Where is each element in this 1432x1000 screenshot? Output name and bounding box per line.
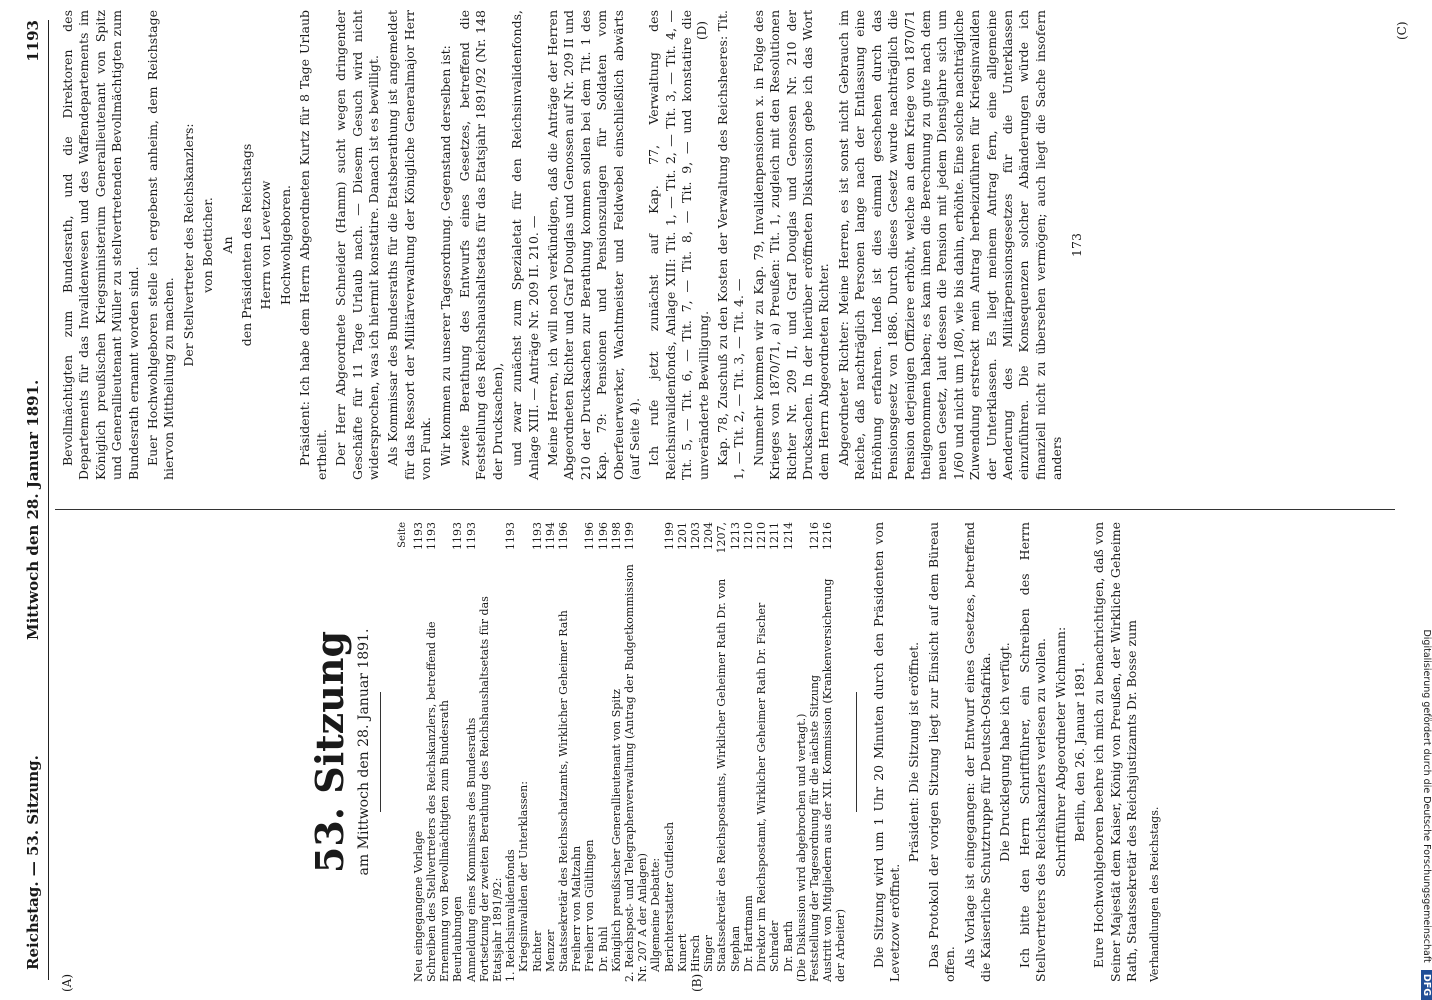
toc-entry-page: 1204 <box>702 522 716 550</box>
right-body-paragraph: Meine Herren, ich will noch verkündigen, daß die Anträge der Herren Abgeordneten Richter und Graf Douglas und Genossen auf Nr. 209 II und 210 der Drucksachen zur Berathung kommen sollen bei dem Tit. 1 des Kap. 79: Pensionen und Pensionszulagen für Soldaten vom Oberfeuerwerker, Wachtmeister und Feldwebel einschließlich abwärts (auf Seite 4). <box>544 10 642 480</box>
right-body-paragraph: Der Stellvertreter des Reichskanzlers: <box>180 123 196 367</box>
toc-entry-text: Berichterstatter Gutfleisch <box>662 821 676 972</box>
toc-entry-text: Fortsetzung der zweiten Berathung des Reichshaushaltsetats für das Etatsjahr 1891/92: <box>477 596 505 982</box>
toc-entry-text: 2. Reichspost- und Telegraphenverwaltung (Antrag der Budgetkommission Nr. 207 A der Anlagen) <box>623 564 650 982</box>
footer-strip <box>1418 0 1432 1000</box>
toc-entry-text: Staatssekretär des Reichsschatzamts, Wirklicher Geheimer Rath Freiherr von Maltzahn <box>557 610 584 972</box>
toc-row <box>702 522 715 982</box>
toc-entry-text: Neu eingegangene Vorlage <box>411 830 425 982</box>
toc-entry-text: Schrader <box>768 920 782 972</box>
toc-row <box>649 522 662 982</box>
left-body-paragraph: Die Drucklegung habe ich verfügt. <box>997 642 1013 862</box>
right-body-paragraph: Euer Hochwohlgeboren stelle ich ergebenst anheim, dem Reichstage hiervon Mittheilung zu machen. <box>145 10 177 480</box>
toc-entry-text: Direktor im Reichspostamt, Wirklicher Geheimer Rath Dr. Fischer <box>755 602 769 972</box>
toc-row <box>742 522 755 982</box>
title-rule <box>380 692 381 812</box>
toc-entry-page: 1201 <box>675 522 689 550</box>
toc-row <box>795 522 808 982</box>
toc-entry-page <box>478 522 504 556</box>
margin-label-a: (A) <box>60 973 74 992</box>
toc-entry-page: 1211 <box>768 522 782 550</box>
toc-entry-text: Staatssekretär des Reichspostamts, Wirklicher Geheimer Rath Dr. von Stephan <box>715 578 742 972</box>
toc-entry-page: 1199 <box>662 522 676 550</box>
toc-entry-text: Freiherr von Gültlingen <box>583 839 597 972</box>
right-body-text <box>60 10 1066 480</box>
toc-row <box>412 522 425 982</box>
signature-number: 173 <box>1068 233 1084 257</box>
header-left: Reichstag. — 53. Sitzung. <box>24 755 42 970</box>
header-page-number: 1193 <box>24 20 42 62</box>
toc-entry-text: Kunert <box>675 933 689 972</box>
toc-entry-page: 1214 <box>781 522 795 550</box>
toc-entry-text: Beurlaubungen <box>451 896 465 982</box>
right-body-paragraph: Präsident: Ich habe dem Herrn Abgeordneten Kurtz für 8 Tage Urlaub ertheilt. <box>297 10 329 480</box>
toc-row <box>610 522 623 982</box>
left-body-paragraph: Die Sitzung wird um 1 Uhr 20 Minuten durch den Präsidenten von Levetzow eröffnet. <box>870 522 902 982</box>
right-body-paragraph: Abgeordneter Richter: Meine Herren, es ist sonst nicht Gebrauch im Reiche, daß nachträglich Personen lange nach der Entlassung eine Erhöhung erfahren. Indeß ist dies einmal geschehen durch das Pensionsgesetz von 1886. Durch dieses Gesetz wurde nachträglich die Pension derjenigen Offiziere erhöht, welche an dem Kriege von 1870/71 theilgenommen haben; es kam ihnen die Berechnung zu gute nach dem neuen Gesetz, laut dessen die Pension mit jedem Dienstjahre sich um 1/60 und nicht um 1/80, wie bis dahin, erhöhte. Eine solche nachträgliche Zuwendung erstreckt mein Antrag herbeizuführen für Kriegsinvaliden der Unterklassen. Es liegt meinem Antrag fern, eine allgemeine Aenderung des Militärpensionsgesetzes für die Unterklassen einzuführen. Die Konsequenzen solcher Abänderungen würde ich finanziell nicht zu übersehen vermögen; auch liegt die Sache insofern anders <box>835 10 1065 480</box>
toc-row <box>517 522 530 982</box>
toc-row <box>663 522 676 982</box>
session-title: 53. Sitzung <box>307 630 352 874</box>
toc-entry-page: 1196 <box>583 522 597 550</box>
toc-entry-text: Schreiben des Stellvertreters des Reichskanzlers, betreffend die Ernennung von Bevollmächtigten zum Bundesrath <box>425 621 452 982</box>
toc-row <box>425 522 451 982</box>
toc-entry-page: 1193 <box>411 522 425 550</box>
margin-label-d: (D) <box>695 21 709 40</box>
toc-row <box>544 522 557 982</box>
toc-entry-page: 1203 <box>689 522 703 550</box>
toc-entry-text: Kriegsinvaliden der Unterklassen: <box>517 781 531 972</box>
toc-row <box>782 522 795 982</box>
toc-entry-text: 1. Reichsinvalidenfonds <box>504 849 518 982</box>
toc-entry-text: Königlich preußischer Generallieutenant von Spitz <box>609 688 623 972</box>
toc-entry-page: 1210 <box>741 522 755 550</box>
right-body-paragraph: Bevollmächtigten zum Bundesrath, und die Direktoren des Departements für das Invalidenwesen und des Waffendepartements im Königlich preußischen Kriegsministerium Generallieutenant von Spitz und Generallieutenant Müller zu stellvertretenden Bevollmächtigten zum Bundesrath ernannt worden sind. <box>60 10 141 480</box>
toc-entry-text: Dr. Hartmann <box>741 895 755 972</box>
toc-entry-text: Hirsch <box>689 934 703 972</box>
toc-entry-page: 1196 <box>557 522 571 550</box>
right-body-paragraph: zweite Berathung des Entwurfs eines Gesetzes, betreffend die Feststellung des Reichshaushaltsetats für das Etatsjahr 1891/92 (Nr. 148 der Drucksachen), <box>456 10 505 480</box>
header-rule <box>48 20 49 980</box>
right-body-paragraph: Als Kommissar des Bundesraths für die Etatsberathung ist angemeldet für das Ressort der Militärverwaltung der Königliche Generalmajor Herr von Funk. <box>385 10 434 480</box>
right-body-paragraph: Kap. 78, Zuschuß zu den Kosten der Verwaltung des Reichsheeres: Tit. 1, — Tit. 2, — Tit. 3, — Tit. 4. — <box>715 10 747 480</box>
left-body-paragraph: Ich bitte den Herrn Schriftführer, ein Schreiben des Herrn Stellvertreters des Reichskanzlers verlesen zu wollen. <box>1016 522 1049 982</box>
left-body-paragraph: Schriftführer Abgeordneter Wichmann: <box>1052 626 1068 878</box>
toc-row <box>623 522 649 982</box>
toc-entry-page: 1193 <box>530 522 544 550</box>
left-footer: Verhandlungen des Reichstags. <box>1147 806 1161 982</box>
right-column <box>60 10 1085 480</box>
toc-row <box>821 522 847 982</box>
left-body-text <box>871 522 1141 982</box>
toc-entry-page: 1216 <box>807 522 821 550</box>
toc-entry-text: Feststellung der Tagesordnung für die nächste Sitzung <box>807 674 821 982</box>
left-body-paragraph: Präsident: Die Sitzung ist eröffnet. <box>906 641 922 863</box>
toc-entry-text: Austritt von Mitgliedern aus der XII. Kommission (Krankenversicherung der Arbeiter) <box>821 578 848 982</box>
left-body-paragraph: Berlin, den 26. Januar 1891. <box>1071 662 1087 842</box>
toc-row <box>689 522 702 982</box>
toc-entry-text: Menzer <box>543 929 557 972</box>
dfg-credit: Digitalisierung gefördert durch die Deutsche Forschungsgemeinschaft <box>1421 629 1432 963</box>
toc-entry-page <box>649 522 662 556</box>
left-column <box>58 522 1166 982</box>
toc-entry-page: 1198 <box>609 522 623 550</box>
toc-entry-page: 1194 <box>543 522 557 550</box>
right-body-paragraph: Ich rufe jetzt zunächst auf Kap. 77, Verwaltung des Reichsinvalidenfonds, Anlage XIII: Tit. 1, — Tit. 2, — Tit. 3, — Tit. 4, — Tit. 5, — Tit. 6, — Tit. 7, — Tit. 8, — Tit. 9, — und konstatire die unveränderte Bewilligung. <box>646 10 711 480</box>
toc-entry-text: Dr. Buhl <box>596 926 610 972</box>
toc-entry-page: 1216 <box>821 522 835 550</box>
toc-entry-page <box>795 522 808 556</box>
toc-row <box>715 522 741 982</box>
toc-row <box>478 522 504 982</box>
toc-row <box>808 522 821 982</box>
toc-row <box>768 522 781 982</box>
toc-row <box>557 522 583 982</box>
left-body-paragraph: Das Protokoll der vorigen Sitzung liegt zur Einsicht auf dem Büreau offen. <box>925 522 958 982</box>
column-divider <box>55 509 1395 510</box>
toc-row <box>583 522 596 982</box>
right-body-paragraph: Hochwohlgeboren. <box>277 184 293 306</box>
toc-row <box>531 522 544 982</box>
toc-entry-page: 1193 <box>425 522 439 550</box>
right-body-paragraph: Der Herr Abgeordnete Schneider (Hamm) sucht wegen dringender Geschäfte für 11 Tage Urlaub nach. — Diesem Gesuch wird nicht widersprochen, was ich hiermit konstatire. Danach ist es bewilligt. <box>333 10 381 480</box>
left-body-paragraph: Eure Hochwohlgeboren beehre ich mich zu benachrichtigen, daß von Seiner Majestät dem Kaiser, König von Preußen, der Wirkliche Geheime Rath, Staatssekretär des Reichsjustizamts Dr. Bosse zum <box>1091 522 1140 982</box>
toc-rule <box>856 692 857 812</box>
toc-entry-text: Dr. Barth <box>781 920 795 972</box>
right-body-paragraph: Herrn von Levetzow <box>258 180 274 310</box>
toc-row <box>597 522 610 982</box>
toc-entry-page: 1193 <box>504 522 518 550</box>
toc-row <box>676 522 689 982</box>
toc-entry-text: Richter <box>530 930 544 972</box>
margin-label-c: (C) <box>1395 21 1409 40</box>
right-body-paragraph: und zwar zunächst zum Spezialetat für den Reichsinvalidenfonds, Anlage XIII. — Anträge Nr. 209 II. 210. — <box>509 10 541 480</box>
toc-entry-page: 1199 <box>623 522 637 550</box>
toc-row <box>451 522 464 982</box>
toc-entry-page: 1210 <box>755 522 769 550</box>
toc-entry-text: Singer <box>702 935 716 972</box>
running-header <box>20 20 50 970</box>
left-body-paragraph: Als Vorlage ist eingegangen: der Entwurf eines Gesetzes, betreffend die Kaiserliche Schutztruppe für Deutsch-Ostafrika. <box>961 522 993 982</box>
toc-entry-page: 1196 <box>596 522 610 550</box>
right-body-paragraph: Wir kommen zu unserer Tagesordnung. Gegenstand derselben ist: <box>437 45 453 466</box>
toc-entry-text: (Die Diskussion wird abgebrochen und vertagt.) <box>794 713 808 982</box>
header-center: Mittwoch den 28. Januar 1891. <box>24 379 42 640</box>
toc-entry-page: 1193 <box>451 522 465 550</box>
right-body-paragraph: Nunmehr kommen wir zu Kap. 79, Invalidenpensionen x. in Folge des Krieges von 1870/71, a) Preußen: Tit. 1, zugleich mit den Resolutionen Richter Nr. 209 II, und Graf Douglas und Genossen Nr. 210 der Drucksachen. In der hierüber eröffneten Diskussion gebe ich das Wort dem Herrn Abgeordneten Richter. <box>750 10 832 480</box>
toc-seite-label: Seite <box>397 522 409 548</box>
session-subtitle: am Mittwoch den 28. Januar 1891. <box>356 628 372 876</box>
right-body-paragraph: von Boetticher. <box>200 197 216 293</box>
toc-row <box>755 522 768 982</box>
toc-entry-text: Allgemeine Debatte: <box>649 857 663 972</box>
toc-entry-page: 1193 <box>464 522 478 550</box>
toc-entry-page: 1207, 1213 <box>715 522 742 554</box>
toc-entry-text: Anmeldung eines Kommissars des Bundesraths <box>464 717 478 982</box>
dfg-logo: DFG <box>1421 970 1432 1000</box>
right-body-paragraph: An <box>219 236 235 254</box>
toc-entry-page <box>517 522 530 556</box>
toc-row <box>465 522 478 982</box>
toc-list <box>412 522 848 982</box>
right-body-paragraph: den Präsidenten des Reichstags <box>239 143 255 347</box>
toc-row <box>504 522 517 982</box>
table-of-contents <box>395 522 847 982</box>
margin-label-b: (B) <box>690 973 704 992</box>
